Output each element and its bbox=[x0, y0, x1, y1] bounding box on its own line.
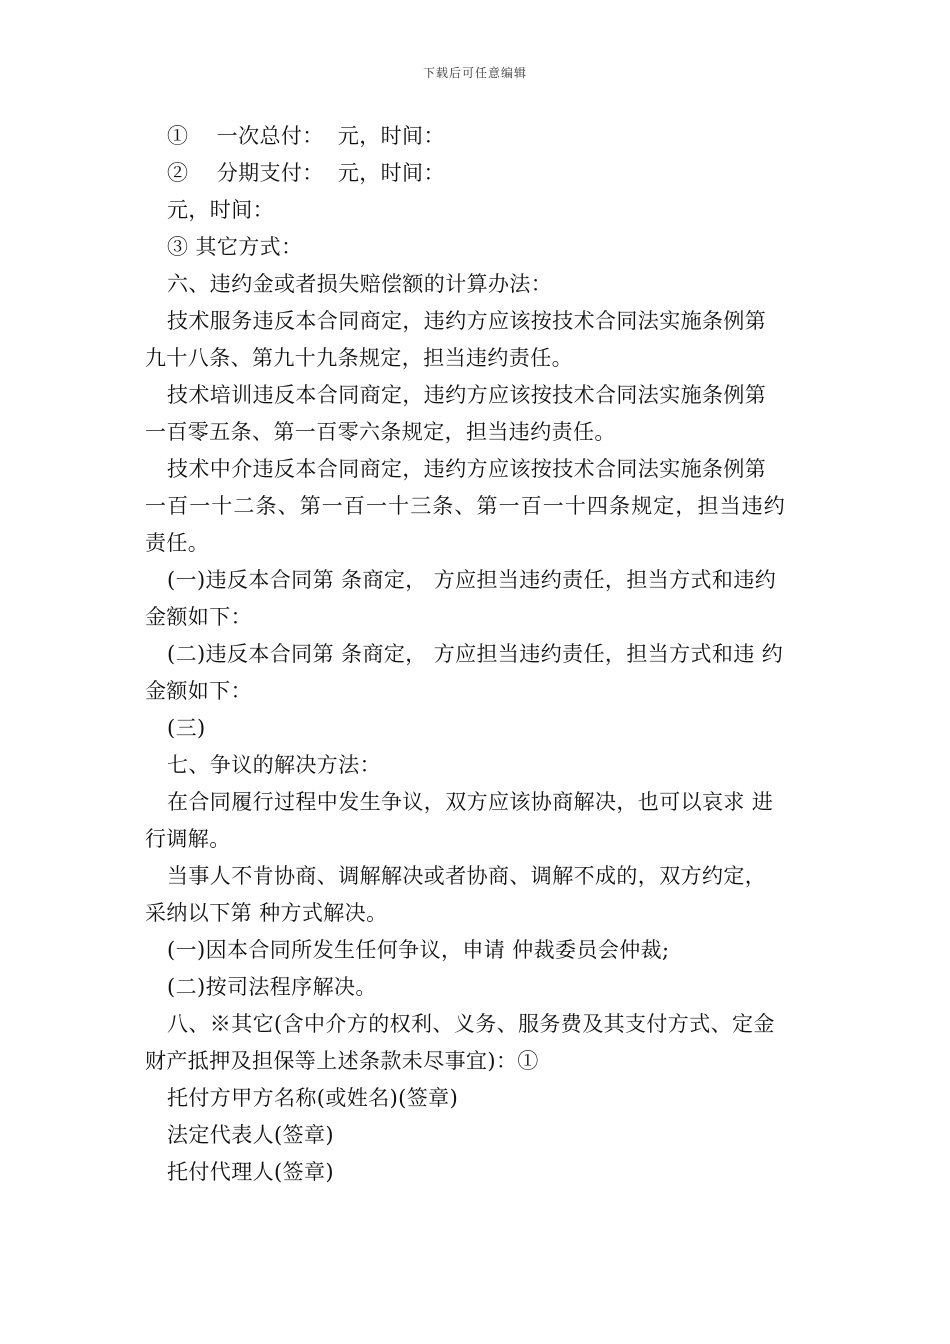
signature-line-legal-rep: 法定代表人(签章) bbox=[167, 1123, 334, 1147]
payment-option-other: ③ 其它方式： bbox=[167, 235, 303, 259]
signature-line-agent: 托付代理人(签章) bbox=[167, 1160, 334, 1184]
paragraph-line: (一)违反本合同第 条商定， 方应担当违约责任，担当方式和违约 bbox=[167, 568, 777, 592]
paragraph-line: (三) bbox=[167, 716, 206, 740]
section-8-heading: 八、※其它(含中介方的权利、义务、服务费及其支付方式、定金 bbox=[167, 1012, 775, 1036]
paragraph-line: 一百零五条、第一百零六条规定，担当违约责任。 bbox=[145, 420, 616, 444]
paragraph-line: (二)违反本合同第 条商定， 方应担当违约责任，担当方式和违 约 bbox=[167, 642, 784, 666]
payment-option-lump-sum: ① 一次总付： 元，时间： bbox=[167, 124, 445, 148]
paragraph-line: 技术中介违反本合同商定，违约方应该按技术合同法实施条例第 bbox=[167, 457, 767, 481]
paragraph-line: 责任。 bbox=[145, 531, 210, 555]
document-body bbox=[145, 118, 807, 1191]
paragraph-line: 一百一十二条、第一百一十三条、第一百一十四条规定，担当违约 bbox=[145, 494, 786, 518]
paragraph-line: 采纳以下第 种方式解决。 bbox=[145, 901, 388, 925]
payment-option-installment: ② 分期支付： 元，时间： bbox=[167, 161, 445, 185]
paragraph-line: 九十八条、第九十九条规定，担当违约责任。 bbox=[145, 346, 573, 370]
paragraph-line: 技术服务违反本合同商定，违约方应该按技术合同法实施条例第 bbox=[167, 309, 767, 333]
payment-installment-continuation: 元，时间： bbox=[167, 198, 274, 222]
paragraph-line: 技术培训违反本合同商定，违约方应该按技术合同法实施条例第 bbox=[167, 383, 767, 407]
section-7-heading: 七、争议的解决方法： bbox=[167, 753, 381, 777]
paragraph-line: 金额如下： bbox=[145, 679, 252, 703]
paragraph-line: (一)因本合同所发生任何争议，申请 仲裁委员会仲裁; bbox=[167, 938, 670, 962]
paragraph-line: (二)按司法程序解决。 bbox=[167, 975, 377, 999]
page-header-note: 下载后可任意编辑 bbox=[422, 66, 527, 80]
signature-line-client: 托付方甲方名称(或姓名)(签章) bbox=[167, 1086, 459, 1110]
section-6-heading: 六、违约金或者损失赔偿额的计算办法： bbox=[167, 272, 553, 296]
paragraph-line: 行调解。 bbox=[145, 827, 231, 851]
paragraph-line: 财产抵押及担保等上述条款未尽事宜)：① bbox=[145, 1049, 539, 1073]
paragraph-line: 在合同履行过程中发生争议，双方应该协商解决，也可以哀求 进 bbox=[167, 790, 774, 814]
paragraph-line: 当事人不肯协商、调解解决或者协商、调解不成的，双方约定， bbox=[167, 864, 767, 888]
paragraph-line: 金额如下： bbox=[145, 605, 252, 629]
